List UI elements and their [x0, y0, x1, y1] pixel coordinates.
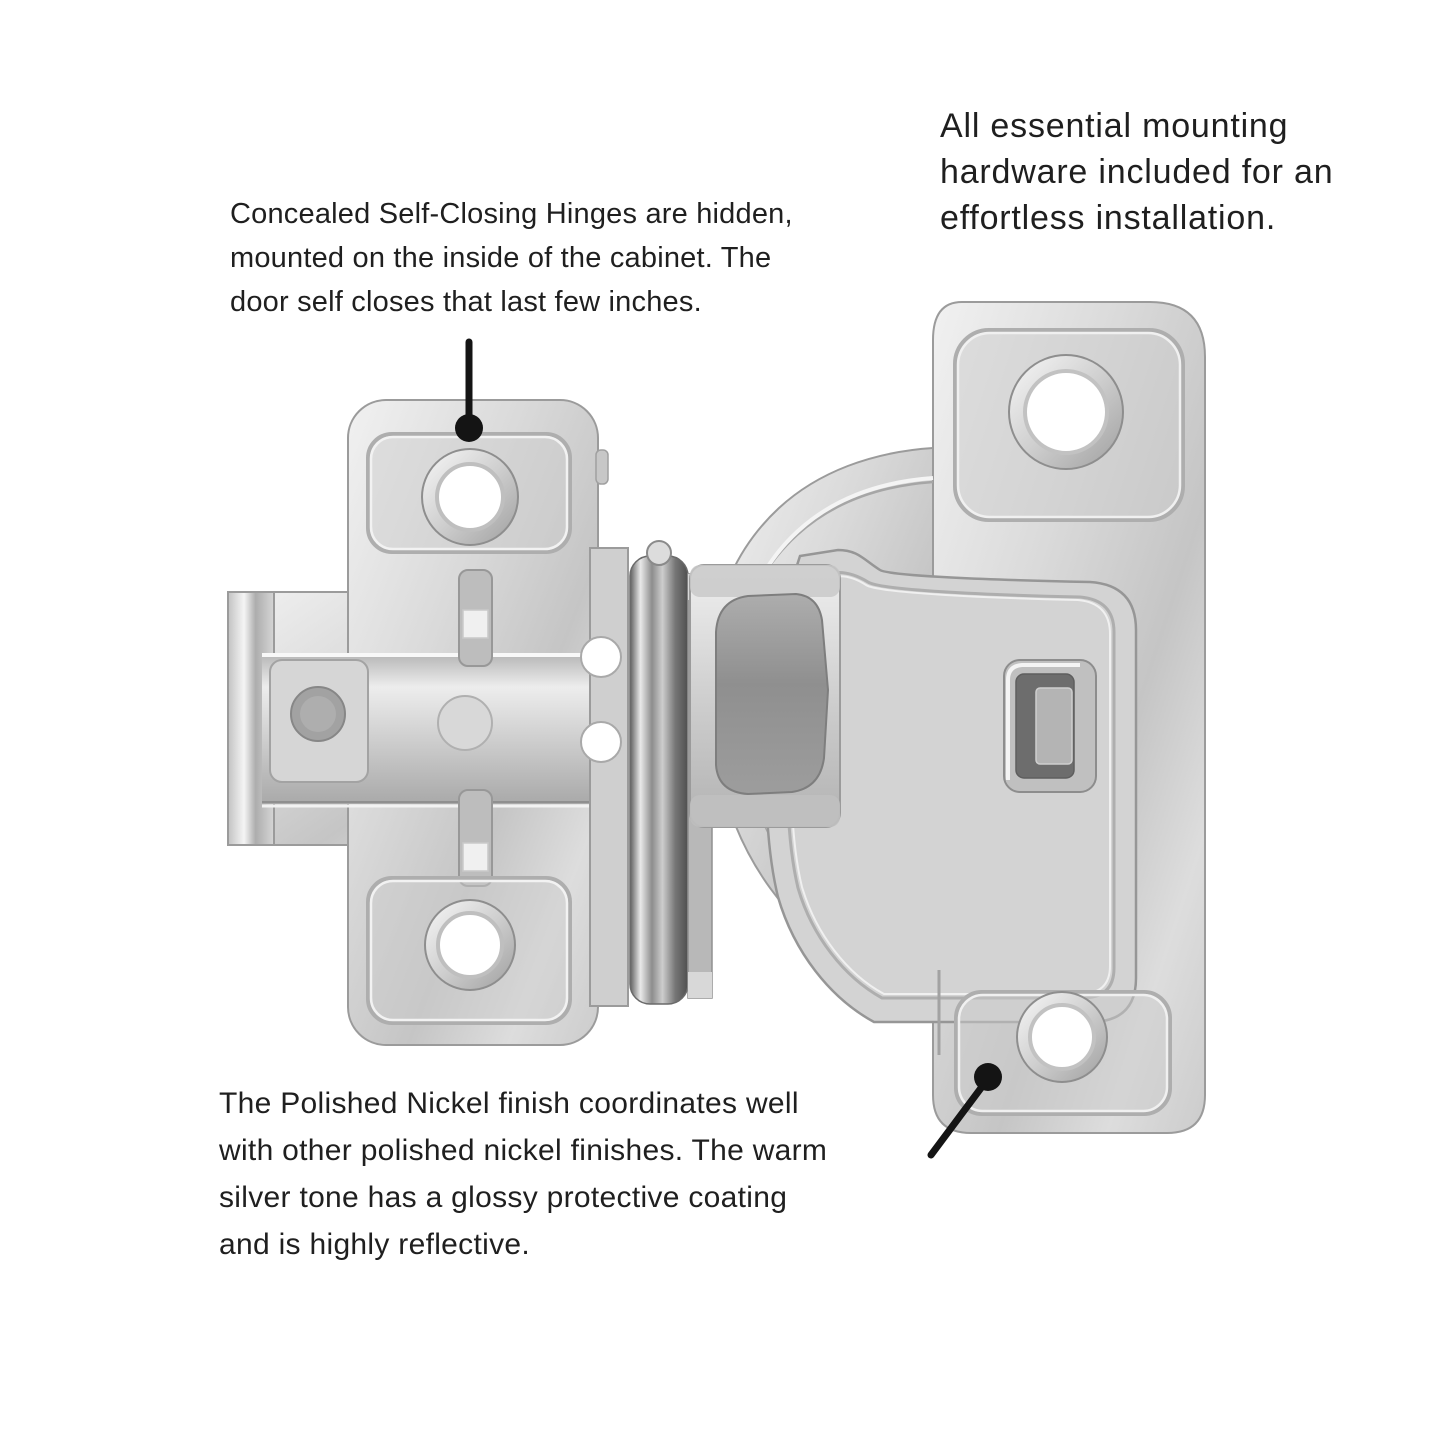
plate-channel-top [459, 570, 492, 666]
pivot-barrel [630, 556, 688, 1004]
annotation-line: with other polished nickel finishes. The warm [219, 1134, 828, 1167]
annotation-line: mounted on the inside of the cabinet. The [230, 242, 772, 274]
plate-top-screw-hole [422, 449, 518, 545]
side-screw-tip-top [596, 450, 608, 484]
pivot-notch-bottom [581, 722, 621, 762]
annotation-line: and is highly reflective. [219, 1228, 530, 1261]
spring-plate [716, 594, 828, 794]
annotation-line: All essential mounting [940, 107, 1289, 145]
annotation-line: Concealed Self-Closing Hinges are hidden, [230, 198, 793, 230]
center-rivet [438, 696, 492, 750]
pivot-edge-strip [590, 548, 628, 1006]
pivot-pin [647, 541, 671, 565]
callout-hinge-mount [455, 342, 483, 442]
annotation-line: door self closes that last few inches. [230, 286, 702, 318]
annotation-line: effortless installation. [940, 199, 1277, 237]
hinge-arm [690, 302, 1205, 1133]
annotation-line: silver tone has a glossy protective coating [219, 1181, 788, 1214]
callout-dot-finish [974, 1063, 1002, 1091]
arm-bottom-screw-hole [1017, 992, 1107, 1082]
mounting-plate [228, 400, 608, 1045]
annotation-line: The Polished Nickel finish coordinates well [219, 1087, 799, 1120]
annotation-polished-nickel-finish [219, 1080, 827, 1268]
adjustment-slot [1004, 660, 1096, 792]
annotation-hinge-mounting [230, 192, 793, 324]
annotation-hardware-included [940, 103, 1333, 241]
plate-channel-bottom [459, 790, 492, 886]
callout-dot-hinge-mount [455, 414, 483, 442]
annotation-line: hardware included for an [940, 153, 1334, 191]
pivot-notch-top [581, 637, 621, 677]
cam-adjustment-block [270, 660, 368, 782]
plate-bottom-screw-hole [425, 900, 515, 990]
arm-top-screw-hole [1009, 355, 1123, 469]
